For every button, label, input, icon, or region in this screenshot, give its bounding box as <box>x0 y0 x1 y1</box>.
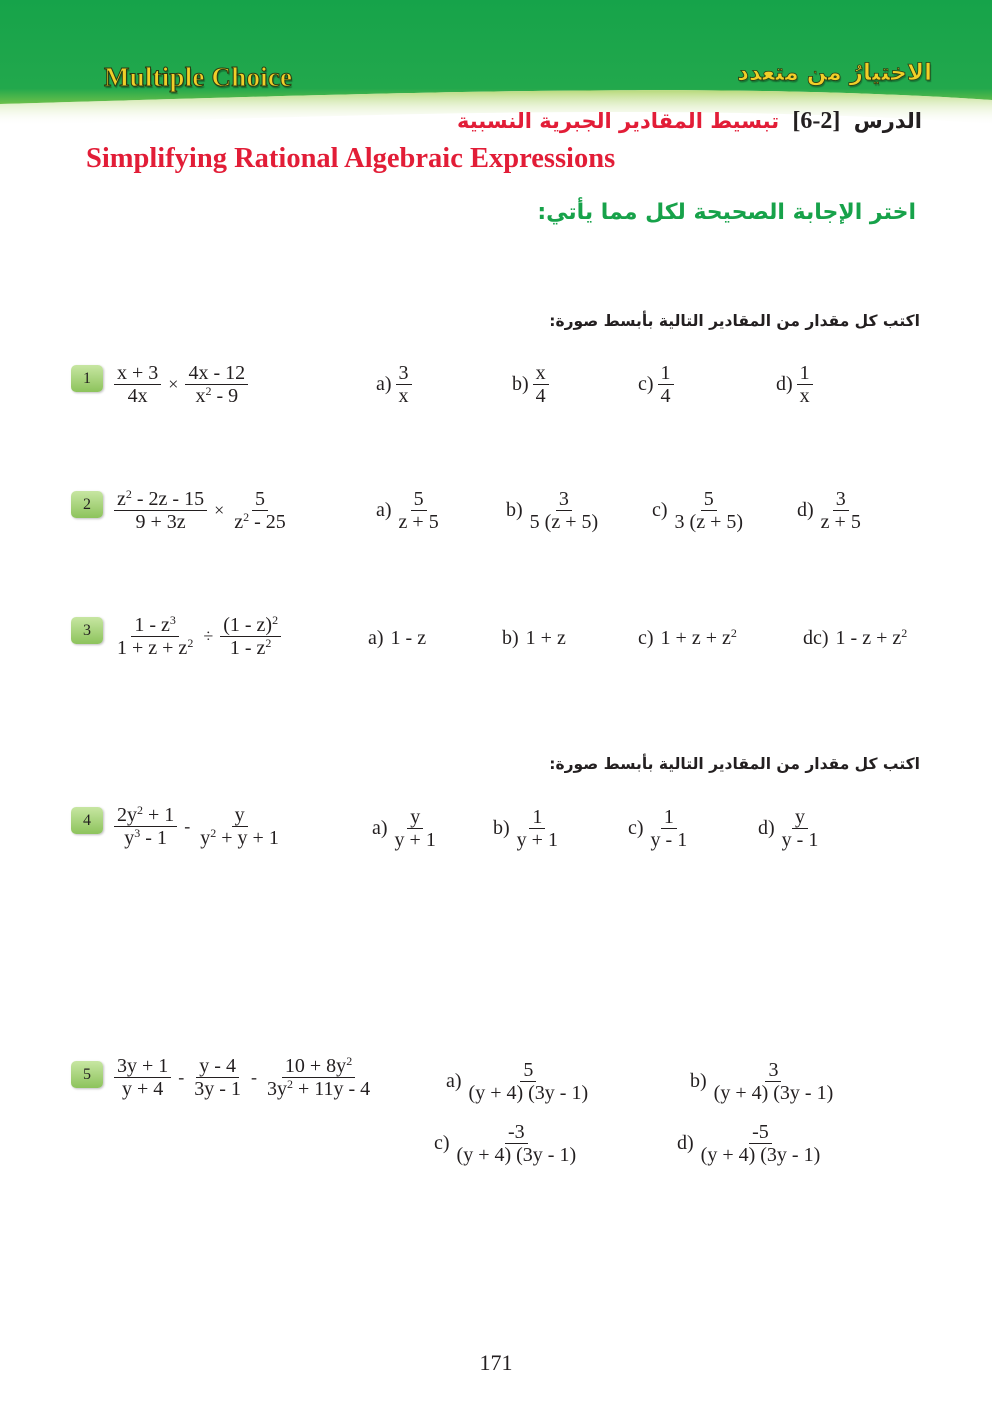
option-label: c) <box>628 817 644 839</box>
option-num: 5 <box>701 488 717 511</box>
option-text: $1 - z + z^2$ <box>835 626 908 649</box>
q5-f1-num: 3y + 1 <box>114 1055 171 1078</box>
option-label: c) <box>638 627 654 649</box>
q1-f2-num: 4x - 12 <box>185 362 248 385</box>
q2-option-c[interactable] <box>652 488 748 533</box>
option-text: 1 - z <box>390 627 427 649</box>
option-den: (y + 4) (3y - 1) <box>456 1144 577 1166</box>
option-num: 3 <box>833 488 849 511</box>
page-number: 171 <box>479 1350 513 1375</box>
option-num: 5 <box>520 1059 536 1082</box>
subheading-1: اكتب كل مقدار من المقادير التالية بأبسط صورة: <box>549 312 920 330</box>
option-num: 1 <box>658 362 674 385</box>
q5-option-d[interactable] <box>677 1121 825 1166</box>
q1-option-c[interactable] <box>638 362 676 407</box>
q3-option-a[interactable] <box>368 627 426 650</box>
q3-f1-num: $1 - z^3$ <box>131 614 179 637</box>
option-label: d) <box>776 373 793 395</box>
option-label: a) <box>446 1070 462 1092</box>
q1-option-b[interactable] <box>512 362 551 407</box>
question-5-badge: 5 <box>71 1061 103 1088</box>
option-label: a) <box>376 499 392 521</box>
option-text: 1 + z <box>525 627 566 649</box>
option-label: b) <box>512 373 529 395</box>
q3-option-c[interactable] <box>638 627 737 650</box>
option-num: x <box>533 362 549 385</box>
q4-option-d[interactable] <box>758 806 823 851</box>
question-1-badge: 1 <box>71 365 103 392</box>
option-den: y + 1 <box>394 829 436 851</box>
header-title-ar: الاختيارُ من متعدد <box>737 60 932 86</box>
q3-f2-den: $1 - z^2$ <box>229 636 272 659</box>
option-num: -5 <box>749 1121 772 1144</box>
q4-f1-num: $2y^2 + 1$ <box>114 804 177 827</box>
q2-operator: × <box>214 500 225 520</box>
option-num: y <box>407 806 423 829</box>
q1-f1-den: 4x <box>127 385 148 407</box>
option-den: x <box>398 385 409 407</box>
q5-f3-den: $3y^2 + 11y - 4$ <box>266 1077 371 1100</box>
option-den: 5 (z + 5) <box>529 511 599 533</box>
q4-option-b[interactable] <box>493 806 563 851</box>
option-den: y - 1 <box>781 829 819 851</box>
q5-option-c[interactable] <box>434 1121 581 1166</box>
q1-option-a[interactable] <box>376 362 414 407</box>
option-label: a) <box>376 373 392 395</box>
option-den: 4 <box>535 385 546 407</box>
option-den: (y + 4) (3y - 1) <box>468 1082 589 1104</box>
q2-option-a[interactable] <box>376 488 444 533</box>
q4-f2-num: y <box>232 804 248 827</box>
q2-option-d[interactable] <box>797 488 866 533</box>
option-label: d) <box>758 817 775 839</box>
option-label: d) <box>797 499 814 521</box>
q3-f1-den: $1 + z + z^2$ <box>117 636 194 659</box>
option-label: b) <box>493 817 510 839</box>
option-label: d) <box>677 1132 694 1154</box>
q4-operator: - <box>184 816 191 836</box>
option-num: 3 <box>556 488 572 511</box>
option-label: a) <box>372 817 388 839</box>
option-num: y <box>792 806 808 829</box>
option-label: a) <box>368 627 384 649</box>
question-3-badge: 3 <box>71 617 103 644</box>
lesson-label: الدرس <box>853 109 922 133</box>
q1-f2-den: $x^2 - 9$ <box>195 384 239 407</box>
subheading-2: اكتب كل مقدار من المقادير التالية بأبسط صورة: <box>549 755 920 773</box>
lesson-heading-ar <box>457 108 922 135</box>
option-num: 3 <box>396 362 412 385</box>
lesson-title-en: Simplifying Rational Algebraic Expressions <box>86 143 616 174</box>
lesson-number: [2-6] <box>792 108 841 134</box>
option-den: (y + 4) (3y - 1) <box>713 1082 834 1104</box>
option-num: 5 <box>411 488 427 511</box>
q5-f1-den: y + 4 <box>122 1078 164 1100</box>
option-text: $1 + z + z^2$ <box>660 626 737 649</box>
option-label: c) <box>638 373 654 395</box>
q4-f1-den: $y^3 - 1$ <box>124 826 167 849</box>
q5-f2-num: y - 4 <box>196 1055 239 1078</box>
q5-option-b[interactable] <box>690 1059 838 1104</box>
q4-option-c[interactable] <box>628 806 692 851</box>
q2-f2-num: 5 <box>252 488 268 511</box>
option-den: z + 5 <box>398 511 439 533</box>
option-num: 1 <box>797 362 813 385</box>
option-label: c) <box>434 1132 450 1154</box>
question-4-expression <box>112 804 284 849</box>
q5-f3-num: $10 + 8y^2$ <box>282 1055 355 1078</box>
q2-f2-den: $z^2 - 25$ <box>234 510 286 533</box>
option-label: c) <box>652 499 668 521</box>
option-label: dc) <box>803 627 829 649</box>
option-num: 3 <box>765 1059 781 1082</box>
option-label: b) <box>502 627 519 649</box>
option-den: x <box>799 385 810 407</box>
q5-operator-1: - <box>178 1067 185 1087</box>
option-num: -3 <box>505 1121 528 1144</box>
q5-operator-2: - <box>250 1067 257 1087</box>
option-den: 3 (z + 5) <box>674 511 744 533</box>
instruction: اختر الإجابة الصحيحة لكل مما يأتي: <box>537 200 916 225</box>
q4-option-a[interactable] <box>372 806 441 851</box>
option-num: 1 <box>661 806 677 829</box>
q1-option-d[interactable] <box>776 362 815 407</box>
option-den: y + 1 <box>516 829 558 851</box>
q4-f2-den: $y^2 + y + 1$ <box>200 826 279 849</box>
q2-f1-den: 9 + 3z <box>135 511 186 533</box>
q2-f1-num: $z^2 - 2z - 15$ <box>114 488 207 511</box>
q3-option-d[interactable] <box>803 627 907 650</box>
header-title-en: Multiple Choice <box>104 62 293 92</box>
q5-option-a[interactable] <box>446 1059 593 1104</box>
question-2-expression <box>112 488 291 533</box>
question-5-expression <box>112 1055 375 1100</box>
q5-f2-den: 3y - 1 <box>194 1078 241 1100</box>
q3-option-b[interactable] <box>502 627 566 650</box>
q2-option-b[interactable] <box>506 488 603 533</box>
option-den: (y + 4) (3y - 1) <box>700 1144 821 1166</box>
q3-operator: ÷ <box>203 626 214 646</box>
question-3-expression <box>112 614 283 659</box>
option-label: b) <box>690 1070 707 1092</box>
lesson-title-ar: تبسيط المقادير الجبرية النسبية <box>457 109 780 133</box>
option-num: 1 <box>529 806 545 829</box>
option-den: z + 5 <box>820 511 861 533</box>
question-2-badge: 2 <box>71 491 103 518</box>
question-4-badge: 4 <box>71 807 103 834</box>
option-den: y - 1 <box>650 829 688 851</box>
option-den: 4 <box>660 385 671 407</box>
option-label: b) <box>506 499 523 521</box>
q1-f1-num: x + 3 <box>114 362 161 385</box>
question-1-expression <box>112 362 250 407</box>
q3-f2-num: (1 - z)$^2$ <box>220 614 281 637</box>
q1-operator: × <box>168 374 179 394</box>
